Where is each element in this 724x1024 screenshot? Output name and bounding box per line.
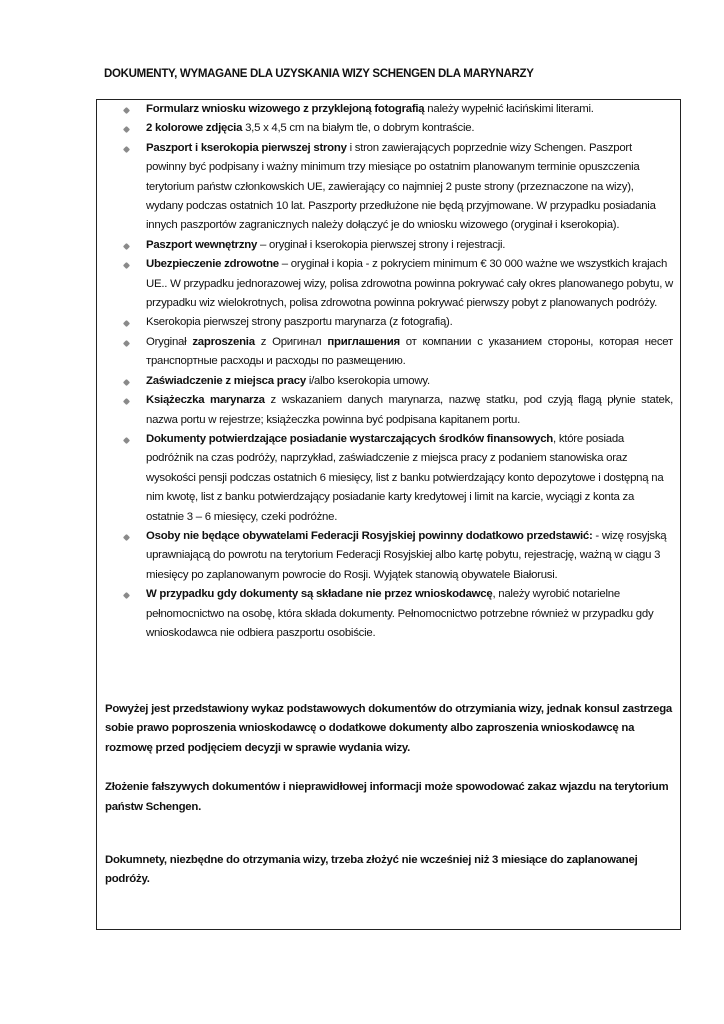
item-text: z wskazaniem danych marynarza, nazwę statku, pod czyją flagą płynie statek, nazwa portu w rejestrze; książeczka powinna być podpisana kapitanem portu. bbox=[146, 394, 673, 426]
item-text: 3,5 x 4,5 cm na białym tle, o dobrym kontraście. bbox=[242, 122, 475, 135]
bullet-icon bbox=[123, 146, 130, 153]
item-text: Kserokopia pierwszej strony paszportu marynarza (z fotografią). bbox=[146, 316, 453, 329]
item-bold-label: zaproszenia bbox=[192, 335, 255, 348]
item-bold-label: 2 kolorowe zdjęcia bbox=[146, 122, 243, 135]
bullet-icon bbox=[123, 126, 130, 133]
list-item-seaman-book bbox=[117, 391, 673, 430]
bullet-icon bbox=[123, 534, 130, 541]
list-item-health-insurance bbox=[117, 255, 673, 313]
requirements-list bbox=[117, 100, 673, 643]
bullet-icon bbox=[123, 262, 130, 269]
bullet-icon bbox=[123, 398, 130, 405]
item-text: , które posiada podróżnik na czas podróży, naprzykład, zaświadczenie z miejsca pracy z podaniem stanowiska oraz wysokości pensji podczas ostatnich 6 miesięcy, list z banku potwierdzający konto depozytowe i dostępną na nim kwotę, list z banku potwierdzający posiadanie karty kredytowej i limit na karcie, wyciągi z konta za ostatnie 3 – 6 miesięcy, czeki podróżne. bbox=[146, 432, 664, 523]
list-item-passport bbox=[117, 139, 673, 236]
item-text: от компании с указанием стороны, которая несет транспортные расходы и расходы по размещению. bbox=[146, 335, 673, 368]
bullet-icon bbox=[123, 340, 130, 347]
item-bold-label: W przypadku gdy dokumenty są składane nie przez wnioskodawcę bbox=[146, 588, 493, 601]
item-bold-label: Formularz wniosku wizowego z przyklejoną fotografią bbox=[146, 103, 425, 115]
item-text: - wizę rosyjską uprawniającą do powrotu na terytorium Federacji Rosyjskiej albo kartę pobytu, rejestrację, ważną w ciągu 3 miesięcy po zaplanowanym powrocie do Rosji. Wyjątek stanowią obywatele Białorusi. bbox=[146, 529, 667, 581]
item-text: – oryginał i kopia - z pokryciem minimum € 30 000 ważne we wszystkich krajach UE.. W przypadku jednorazowej wizy, polisa zdrowotna powinna pokrywać cały okres planowanego pobytu, w przypadku wiz wielokrotnych, polisa zdrowotna powinna pokrywać pierwszy pobyt z planowanych podróży. bbox=[146, 258, 674, 310]
note-consul-rights: Powyżej jest przedstawiony wykaz podstawowych dokumentów do otrzymiania wizy, jednak konsul zastrzega sobie prawo poproszenia wnioskodawcę o dodatkowe dokumenty albo zaproszenia wnioskodawcę na rozmowę przed podjęciem decyzji w sprawie wydania wizy. bbox=[105, 703, 672, 754]
closing-notes bbox=[105, 700, 675, 890]
document-title: DOKUMENTY, WYMAGANE DLA UZYSKANIA WIZY SCHENGEN DLA MARYNARZY bbox=[104, 68, 534, 80]
bullet-icon bbox=[123, 320, 130, 327]
bullet-icon bbox=[123, 107, 130, 114]
list-item-power-of-attorney bbox=[117, 585, 673, 643]
note-false-documents: Złożenie fałszywych dokumentów i nieprawidłowej informacji może spowodować zakaz wjazdu na terytorium państw Schengen. bbox=[105, 781, 669, 813]
bullet-icon bbox=[123, 437, 130, 444]
item-bold-label: Paszport wewnętrzny bbox=[146, 238, 258, 251]
bullet-icon bbox=[123, 592, 130, 599]
item-text: i stron zawierających poprzednie wizy Schengen. Paszport powinny być podpisany i ważny minimum trzy miesiące po ostatnim planowanym terminie opuszczenia terytorium państw członkowskich UE, zawierający co najmniej 2 puste strony (przeznaczone na wizy), wydany podczas ostatnich 10 lat. Paszporty przedłużone nie będą przyjmowane. W przypadku posiadania innych paszportów zagranicznych należy dołączyć je do wniosku wizowego (oryginał i kserokopia). bbox=[146, 141, 656, 232]
item-bold-label: Osoby nie będące obywatelami Federacji Rosyjskiej powinny dodatkowo przedstawić: bbox=[146, 529, 593, 542]
item-text: i/albo kserokopia umowy. bbox=[305, 374, 430, 387]
bullet-icon bbox=[123, 379, 130, 386]
item-bold-label: Dokumenty potwierdzające posiadanie wystarczających środków finansowych bbox=[146, 432, 554, 445]
item-text: należy wypełnić łacińskimi literami. bbox=[424, 103, 594, 115]
item-bold-label: Paszport i kserokopia pierwszej strony bbox=[146, 141, 347, 154]
item-bold-label: приглашения bbox=[327, 335, 400, 348]
requirements-box bbox=[96, 99, 681, 930]
item-text: , należy wyrobić notarielne pełnomocnictwo na osobę, która składa dokumenty. Pełnomocnictwo potrzebne również w przypadku gdy wnioskodawca nie odbiera paszportu osobiście. bbox=[146, 588, 654, 639]
item-text: z Оригинал bbox=[254, 335, 328, 348]
list-item-financial-means bbox=[117, 430, 673, 527]
item-text: – oryginał i kserokopia pierwszej strony i rejestracji. bbox=[257, 238, 506, 251]
list-item-internal-passport bbox=[117, 236, 673, 255]
item-bold-label: Książeczka marynarza bbox=[146, 394, 265, 407]
item-text: Oryginał bbox=[146, 335, 193, 348]
list-item-application-form bbox=[117, 100, 673, 119]
bullet-icon bbox=[123, 243, 130, 250]
note-submission-deadline: Dokumnety, niezbędne do otrzymania wizy, trzeba złożyć nie wcześniej niż 3 miesiące do zaplanowanej podróży. bbox=[105, 854, 638, 886]
list-item-seaman-passport-copy bbox=[117, 313, 673, 332]
list-item-employment-certificate bbox=[117, 372, 673, 391]
item-bold-label: Ubezpieczenie zdrowotne bbox=[146, 258, 279, 271]
list-item-invitation bbox=[117, 333, 673, 372]
list-item-photos bbox=[117, 119, 673, 138]
list-item-non-russian-citizens bbox=[117, 527, 673, 585]
item-bold-label: Zaświadczenie z miejsca pracy bbox=[146, 374, 306, 387]
